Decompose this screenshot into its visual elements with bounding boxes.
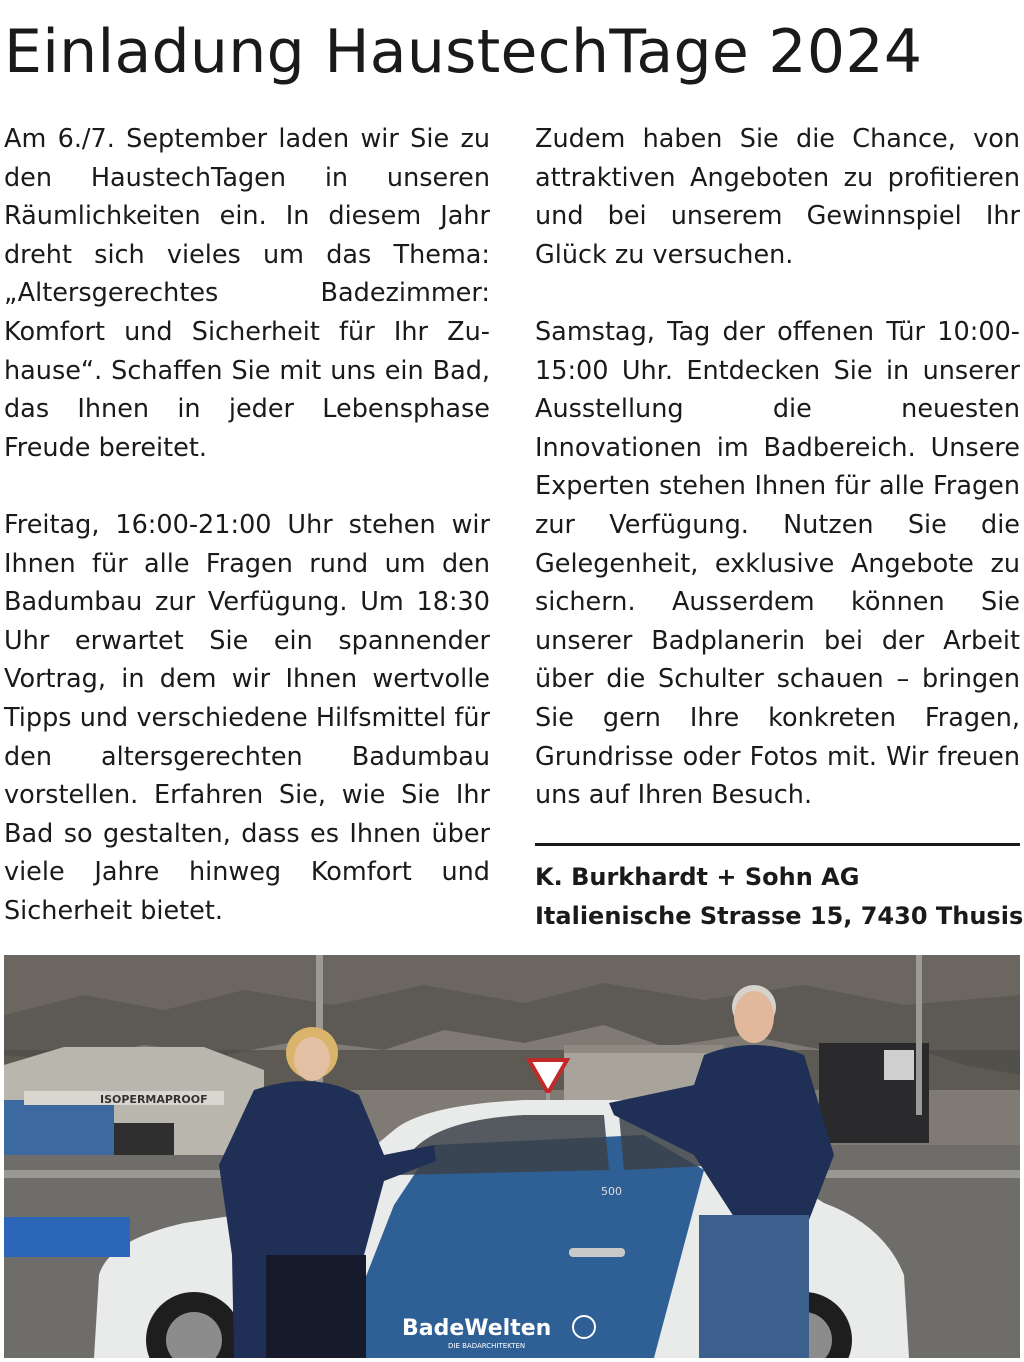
company-name: K. Burkhardt + Sohn AG <box>535 863 860 891</box>
company-address: Italienische Strasse 15, 7430 Thusis <box>535 902 1024 930</box>
signature-block <box>535 858 1024 936</box>
car-brand: BadeWelten <box>402 1316 552 1341</box>
building <box>4 1047 264 1155</box>
signature-divider <box>535 843 1020 846</box>
right-column <box>535 120 1020 815</box>
intro-paragraph: Am 6./7. September laden wir Sie zu den HaustechTagen in unseren Räumlichkeiten ein. In diesem Jahr dreht sich vieles um das Thema: „Altersgerechtes Badezimmer: Komfort und Sicherheit für Ihr Zuhause“. Schaffen Sie mit uns ein Bad, das Ihnen in jeder Lebensphase Freude bereitet. <box>4 124 490 463</box>
building-sign: ISOPERMAPROOF <box>100 1093 208 1106</box>
left-column <box>4 120 490 930</box>
car-tagline: DIE BADARCHITEKTEN <box>448 1342 526 1350</box>
page-title: Einladung HaustechTage 2024 <box>4 17 923 87</box>
saturday-paragraph: Samstag, Tag der offenen Tür 10:00-15:00 Uhr. Entdecken Sie in unserer Ausstellung die neuesten Innovationen im Badbereich. Unsere Experten stehen Ihnen für alle Fragen zur Verfügung. Nutzen Sie die Gelegenheit, exklusive Angebote zu sichern. Ausserdem können Sie unserer Badplanerin bei der Arbeit über die Schulter schauen – bringen Sie gern Ihre konkreten Fragen, Grundrisse oder Fotos mit. Wir freuen uns auf Ihren Besuch. <box>535 316 1020 811</box>
offers-paragraph: Zudem haben Sie die Chance, von attraktiven Angeboten zu profitieren und bei unserem Gewinnspiel Ihr Glück zu versuchen. <box>535 124 1020 270</box>
friday-paragraph: Freitag, 16:00-21:00 Uhr stehen wir Ihnen für alle Fragen rund um den Badumbau zur Verfügung. Um 18:30 Uhr erwartet Sie ein spannender Vortrag, in dem wir Ihnen wertvolle Tipps und verschiedene Hilfsmittel für den altersgerechten Badumbau vorstellen. Erfahren Sie, wie Sie Ihr Bad so gestalten, dass es Ihnen über viele Jahre hinweg Komfort und Sicherheit bietet. <box>4 509 490 926</box>
car-badge: 500 <box>601 1185 622 1198</box>
event-photo <box>4 955 1020 1358</box>
